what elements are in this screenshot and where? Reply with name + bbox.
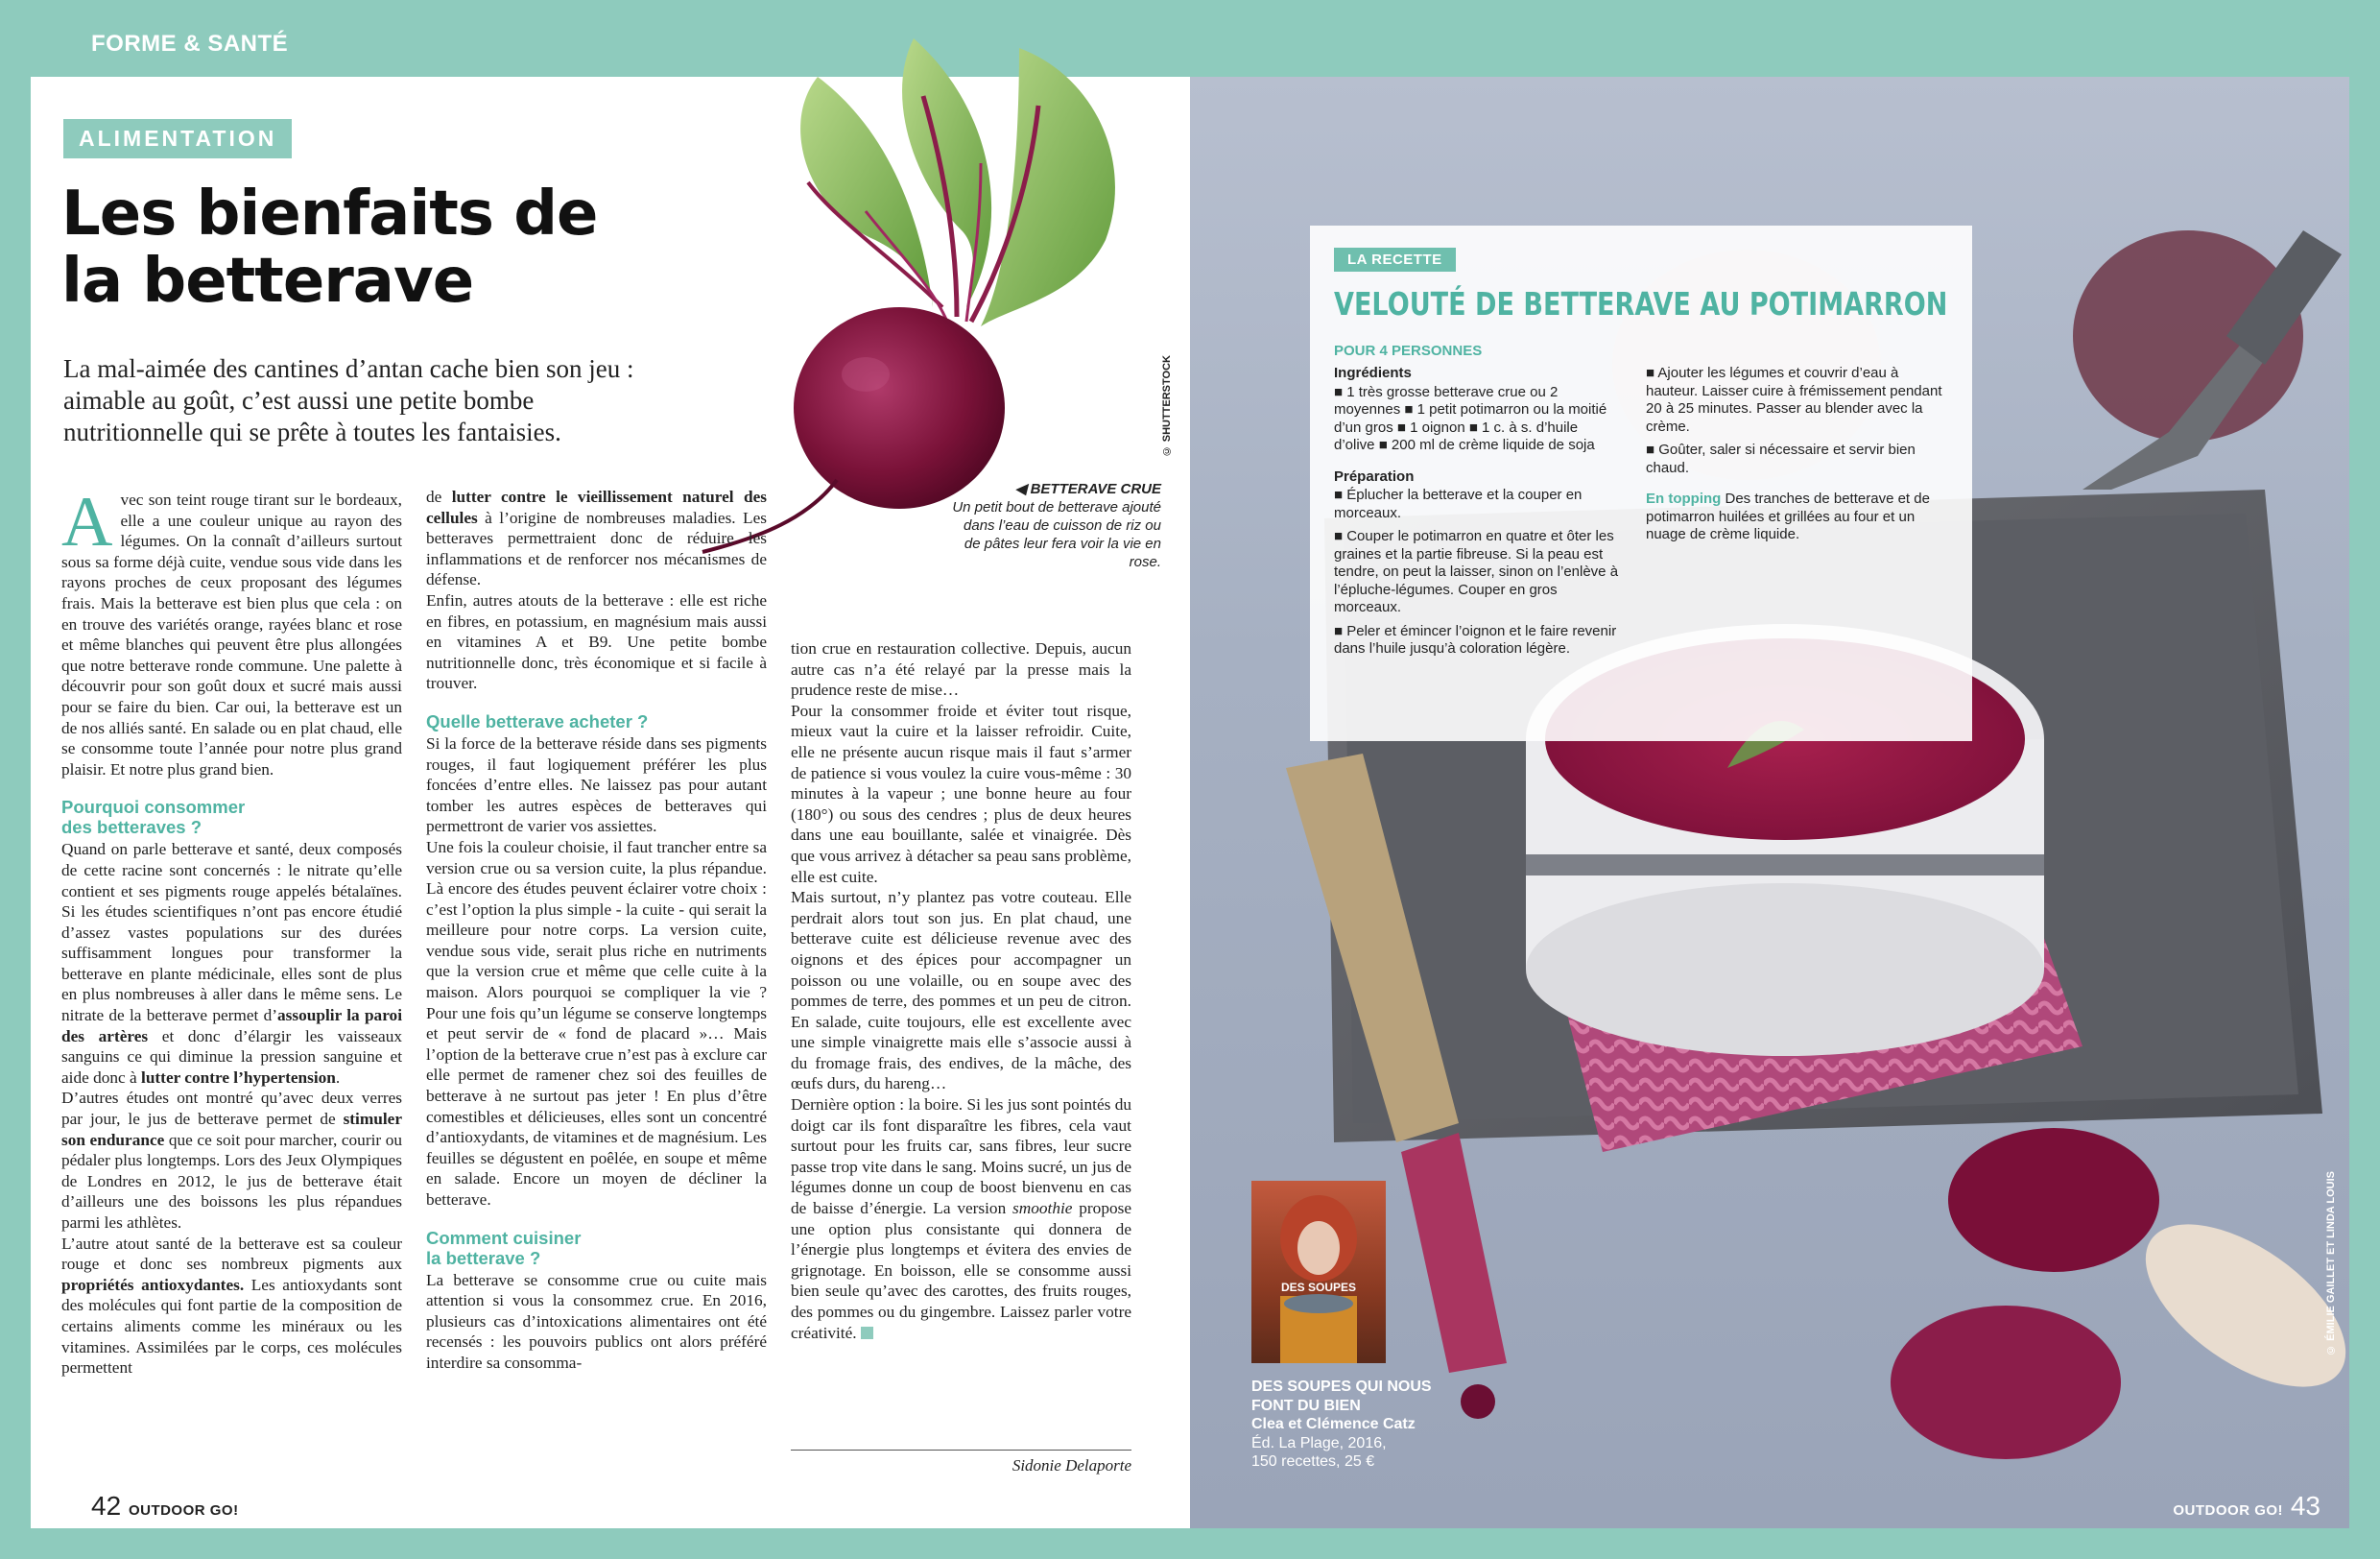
why-paragraph-2 — [61, 1088, 402, 1233]
bold-text: lutter contre le vieillissement naturel des cellules — [426, 488, 767, 527]
book-caption — [1251, 1378, 1491, 1472]
article-title — [61, 180, 599, 315]
book-cover — [1251, 1181, 1386, 1363]
topping-text: Des tranches de betterave et de potimarron huilées et grillées au four et un nuage de crème liquide. — [1646, 491, 1930, 542]
title-line-2: la betterave — [61, 246, 474, 317]
text-run: et donc d’élargir les vaisseaux sanguins ce qui diminue la pression sanguine et aide donc à — [61, 1026, 402, 1087]
text-run: L’autre atout santé de la betterave est sa couleur rouge et donc ses nombreux pigments aux — [61, 1234, 402, 1274]
recipe-step: ■ Goûter, saler si nécessaire et servir bien chaud. — [1646, 442, 1916, 476]
caption-text: Un petit bout de betterave ajouté dans l’eau de cuisson de riz ou de pâtes leur fera voir la vie en rose. — [952, 499, 1161, 570]
section-label: FORME & SANTÉ — [91, 31, 289, 57]
recipe-step: ■ Couper le potimarron en quatre et ôter les graines et la partie fibreuse. Si la peau est tendre, on peut la laisser, sinon on l’enlève à l’épluche-légumes. Couper en gros morceaux. — [1334, 528, 1619, 615]
topping-note — [1646, 491, 1953, 544]
book-details: 150 recettes, 25 € — [1251, 1453, 1375, 1470]
text-run: Dernière option : la boire. Si les jus sont pointés du doigt car ils font disparaître les fibres, cela vaut surtout pour les fruits car, sans fibres, leur sucre passe trop vite dans le sang. Moins sucré, un jus de légumes donne un coup de boost bienvenu en cas de baisse d’énergie. La version — [791, 1095, 1131, 1218]
article-column-3 — [791, 638, 1131, 1343]
article-column-2 — [426, 487, 767, 1374]
text-run: de — [426, 488, 452, 506]
book-publisher: Éd. La Plage, 2016, — [1251, 1434, 1387, 1451]
subheading-why-line-1: Pourquoi consommer — [61, 797, 246, 818]
col3-paragraph-2: Pour la consommer froide et éviter tout risque, mieux vaut la cuire et la laisser refroidir. Cuite, elle ne présente aucun risque mais il faut s’armer de patience si vous voulez la cuire vous-même : 30 minutes à la vapeur ; une bonne heure au four (180°) ou sous des cendres ; plus de deux heures dans une eau bouillante, salée et vinaigrée. Dès que vous arrivez à détacher sa peau sans problème, elle est cuite. — [791, 701, 1131, 886]
left-page — [31, 77, 1190, 1528]
title-line-1: Les bienfaits de — [61, 179, 598, 250]
col2-paragraph-2: Enfin, autres atouts de la betterave : elle est riche en fibres, en potassium, en magnésium mais aussi en vitamines A et B9. Une petite bombe nutritionnelle donc, très économique et si facile à trouver. — [426, 590, 767, 693]
col2-paragraph-1 — [426, 487, 767, 590]
magazine-name-right: OUTDOOR GO! — [2173, 1502, 2284, 1519]
cook-paragraph-1: La betterave se consomme crue ou cuite mais attention si vous la consommez crue. En 2016, plusieurs cas d’intoxications alimentaires ont été recensés : les pouvoirs publics ont alors préféré interdire sa consomma- — [426, 1270, 767, 1372]
subheading-why-line-2: des betteraves ? — [61, 817, 202, 838]
why-paragraph-3 — [61, 1234, 402, 1379]
intro-text: vec son teint rouge tirant sur le bordeaux, elle a une couleur unique au rayon des légumes. On la connaît d’ailleurs surtout sous sa forme déjà cuite, vendue sous vide dans les rayons proches de ceux proposant des légumes frais. Mais la betterave est bien plus que cela : on en trouve des variétés orange, rayées blanc et rose et même blanches qui peuvent être plus allongées que notre betterave ronde commune. Une palette à découvrir pour son goût doux et sucré mais aussi pour se faire du bien. Car oui, la betterave est un de nos alliés santé. En salade ou en plat chaud, elle se consomme toute l’année pour notre plus grand plaisir. Et notre plus grand bien. — [61, 491, 402, 779]
recipe-tag: LA RECETTE — [1334, 248, 1456, 272]
article-lead: La mal-aimée des cantines d’antan cache bien son jeu : aimable au goût, c’est aussi une petite bombe nutritionnelle qui se prête à toutes les fantaisies. — [63, 354, 634, 446]
end-mark-icon — [861, 1327, 873, 1339]
recipe-step: ■ Ajouter les légumes et couvrir d’eau à hauteur. Laisser cuire à frémissement pendant 20 à 25 minutes. Passer au blender avec la crème. — [1646, 365, 1942, 435]
bold-text: propriétés antioxydantes. — [61, 1275, 245, 1294]
caption-title: ◀ BETTERAVE CRUE — [1014, 481, 1161, 497]
book-authors: Clea et Clémence Catz — [1251, 1416, 1416, 1432]
preparation-heading: Préparation — [1334, 468, 1415, 485]
folio-right — [2173, 1491, 2320, 1522]
page-number-right: 43 — [2290, 1491, 2320, 1521]
bold-text: assouplir la paroi des artères — [61, 1006, 402, 1045]
category-tag: ALIMENTATION — [63, 119, 292, 158]
magazine-name-left: OUTDOOR GO! — [128, 1502, 239, 1519]
which-paragraph-1: Si la force de la betterave réside dans ses pigments rouges, il faut logiquement préférer les plus foncées d’entre elles. Ne laissez pas pour autant tomber les autres espèces de betteraves qui permettront de varier vos assiettes. — [426, 733, 767, 836]
subheading-cook-line-2: la betterave ? — [426, 1247, 541, 1268]
subheading-why — [61, 797, 402, 837]
photo-credit: © SHUTTERSTOCK — [1161, 355, 1173, 457]
recipe-box — [1310, 226, 1972, 741]
recipe-title: VELOUTÉ DE BETTERAVE AU POTIMARRON — [1334, 285, 1948, 323]
text-run: à l’origine de nombreuses maladies. Les betteraves permettraient donc de réduire les inflammations et de renforcer nos mécanismes de défense. — [426, 508, 767, 589]
beet-caption — [952, 480, 1161, 571]
book-title-line-2: FONT DU BIEN — [1251, 1397, 1361, 1414]
subheading-cook — [426, 1228, 767, 1268]
recipe-step: ■ Éplucher la betterave et la couper en morceaux. — [1334, 487, 1583, 521]
topping-label: En topping — [1646, 491, 1722, 507]
text-run: D’autres études ont montré qu’avec deux verres par jour, le jus de betterave permet de — [61, 1089, 402, 1129]
recipe-column-left — [1334, 365, 1622, 664]
col3-paragraph-1: tion crue en restauration collective. Depuis, aucun autre cas n’a été relayé par la presse mais la prudence reste de mise… — [791, 639, 1131, 700]
signature-divider — [791, 1450, 1131, 1451]
ingredients-heading: Ingrédients — [1334, 365, 1412, 381]
text-run: . — [335, 1067, 341, 1087]
text-run: Les antioxydants sont des molécules qui font partie de la composition de certains aliments comme les minéraux ou les vitamines. Assimilées par le corps, ces molécules permettent — [61, 1275, 402, 1378]
author-signature: Sidonie Delaporte — [1012, 1456, 1131, 1475]
right-page-photo — [1190, 77, 2349, 1528]
article-column-1 — [61, 483, 402, 1379]
col3-paragraph-4 — [791, 1094, 1131, 1343]
drop-cap: A — [61, 483, 113, 562]
recipe-servings: POUR 4 PERSONNES — [1334, 343, 1483, 359]
book-cover-art — [1251, 1181, 1386, 1363]
why-paragraph-1 — [61, 839, 402, 1088]
which-paragraph-2: Une fois la couleur choisie, il faut trancher entre sa version crue ou sa version cuite, la plus répandue. Là encore des études peuvent éclairer votre choix : c’est l’option la plus simple - la cuite - qui serait la meilleure pour notre corps. La version cuite, vendue sous vide, serait plus riche en nutriments que la version crue et même que celle cuite à la maison. Alors pourquoi se compliquer la vie ? Pour une fois qu’un légume se conserve longtemps et peut servir de « fond de placard »… Mais l’option de la betterave crue n’est pas à exclure car elle permet de ramener chez soi des feuilles de betterave à ne surtout pas jeter ! En plus d’être comestibles et délicieuses, elles sont un concentré d’antioxydants, de vitamines et de magnésium. Les feuilles se dégustent en poêlée, en soupe et même en salade. Encore un moyen de décliner la betterave. — [426, 837, 767, 1209]
ingredients-list: ■ 1 très grosse betterave crue ou 2 moyennes ■ 1 petit potimarron ou la moitié d’un gros ■ 1 oignon ■ 1 c. à s. d’huile d’olive ■ 200 ml de crème liquide de soja — [1334, 383, 1607, 453]
book-title-line-1: DES SOUPES QUI NOUS — [1251, 1379, 1432, 1395]
text-run: Quand on parle betterave et santé, deux composés de cette racine sont concernés : le nitrate qu’elle contient et ses pigments rouge appelés bétalaïnes. Si les études scientifiques n’ont pas encore étudié d’assez vastes populations sur des durées suffisamment longues pour transformer la betterave en plante médicinale, elles sont de plus en plus nombreuses à aller dans le même sens. Le nitrate de la betterave permet d’ — [61, 840, 402, 1025]
intro-paragraph — [61, 483, 402, 780]
subheading-cook-line-1: Comment cuisiner — [426, 1227, 582, 1248]
italic-text: smoothie — [1012, 1199, 1073, 1218]
recipe-step: ■ Peler et émincer l’oignon et le faire revenir dans l’huile jusqu’à coloration légère. — [1334, 622, 1617, 657]
book-cover-title: DES SOUPES — [1280, 1281, 1357, 1294]
bold-text: lutter contre l’hypertension — [141, 1067, 336, 1087]
page-number-left: 42 — [91, 1491, 122, 1521]
text-run: que ce soit pour marcher, courir ou pédaler plus longtemps. Lors des Jeux Olympiques de Londres en 2012, le jus de betterave était d’ailleurs une des boissons les plus répandues parmi les athlètes. — [61, 1130, 402, 1232]
col3-paragraph-3: Mais surtout, n’y plantez pas votre couteau. Elle perdrait alors tout son jus. En plat chaud, une betterave cuite est délicieuse revenue avec des oignons et des épices pour accompagner un poisson ou une volaille, ou en soupe avec des pommes de terre, des pommes et un peu de citron. En salade, cuite toujours, elle est excellente avec une simple vinaigrette mais elle s’associe aussi à du fromage frais, des endives, de la mâche, des œufs durs, du hareng… — [791, 888, 1131, 1093]
bold-text: stimuler son endurance — [61, 1110, 402, 1149]
photo-credit-right: © ÉMILIE GAILLET ET LINDA LOUIS — [2325, 1171, 2337, 1355]
subheading-which: Quelle betterave acheter ? — [426, 710, 649, 732]
text-run: propose une option plus consistante qui donnera de l’énergie plus longtemps et évitera des envies de grignotage. En boisson, elle se consomme aussi bien seule qu’avec des carottes, des fruits rouges, des pommes ou du gingembre. Laissez parler votre créativité. — [791, 1199, 1131, 1342]
recipe-column-right — [1646, 365, 1953, 550]
folio-left — [91, 1491, 239, 1522]
